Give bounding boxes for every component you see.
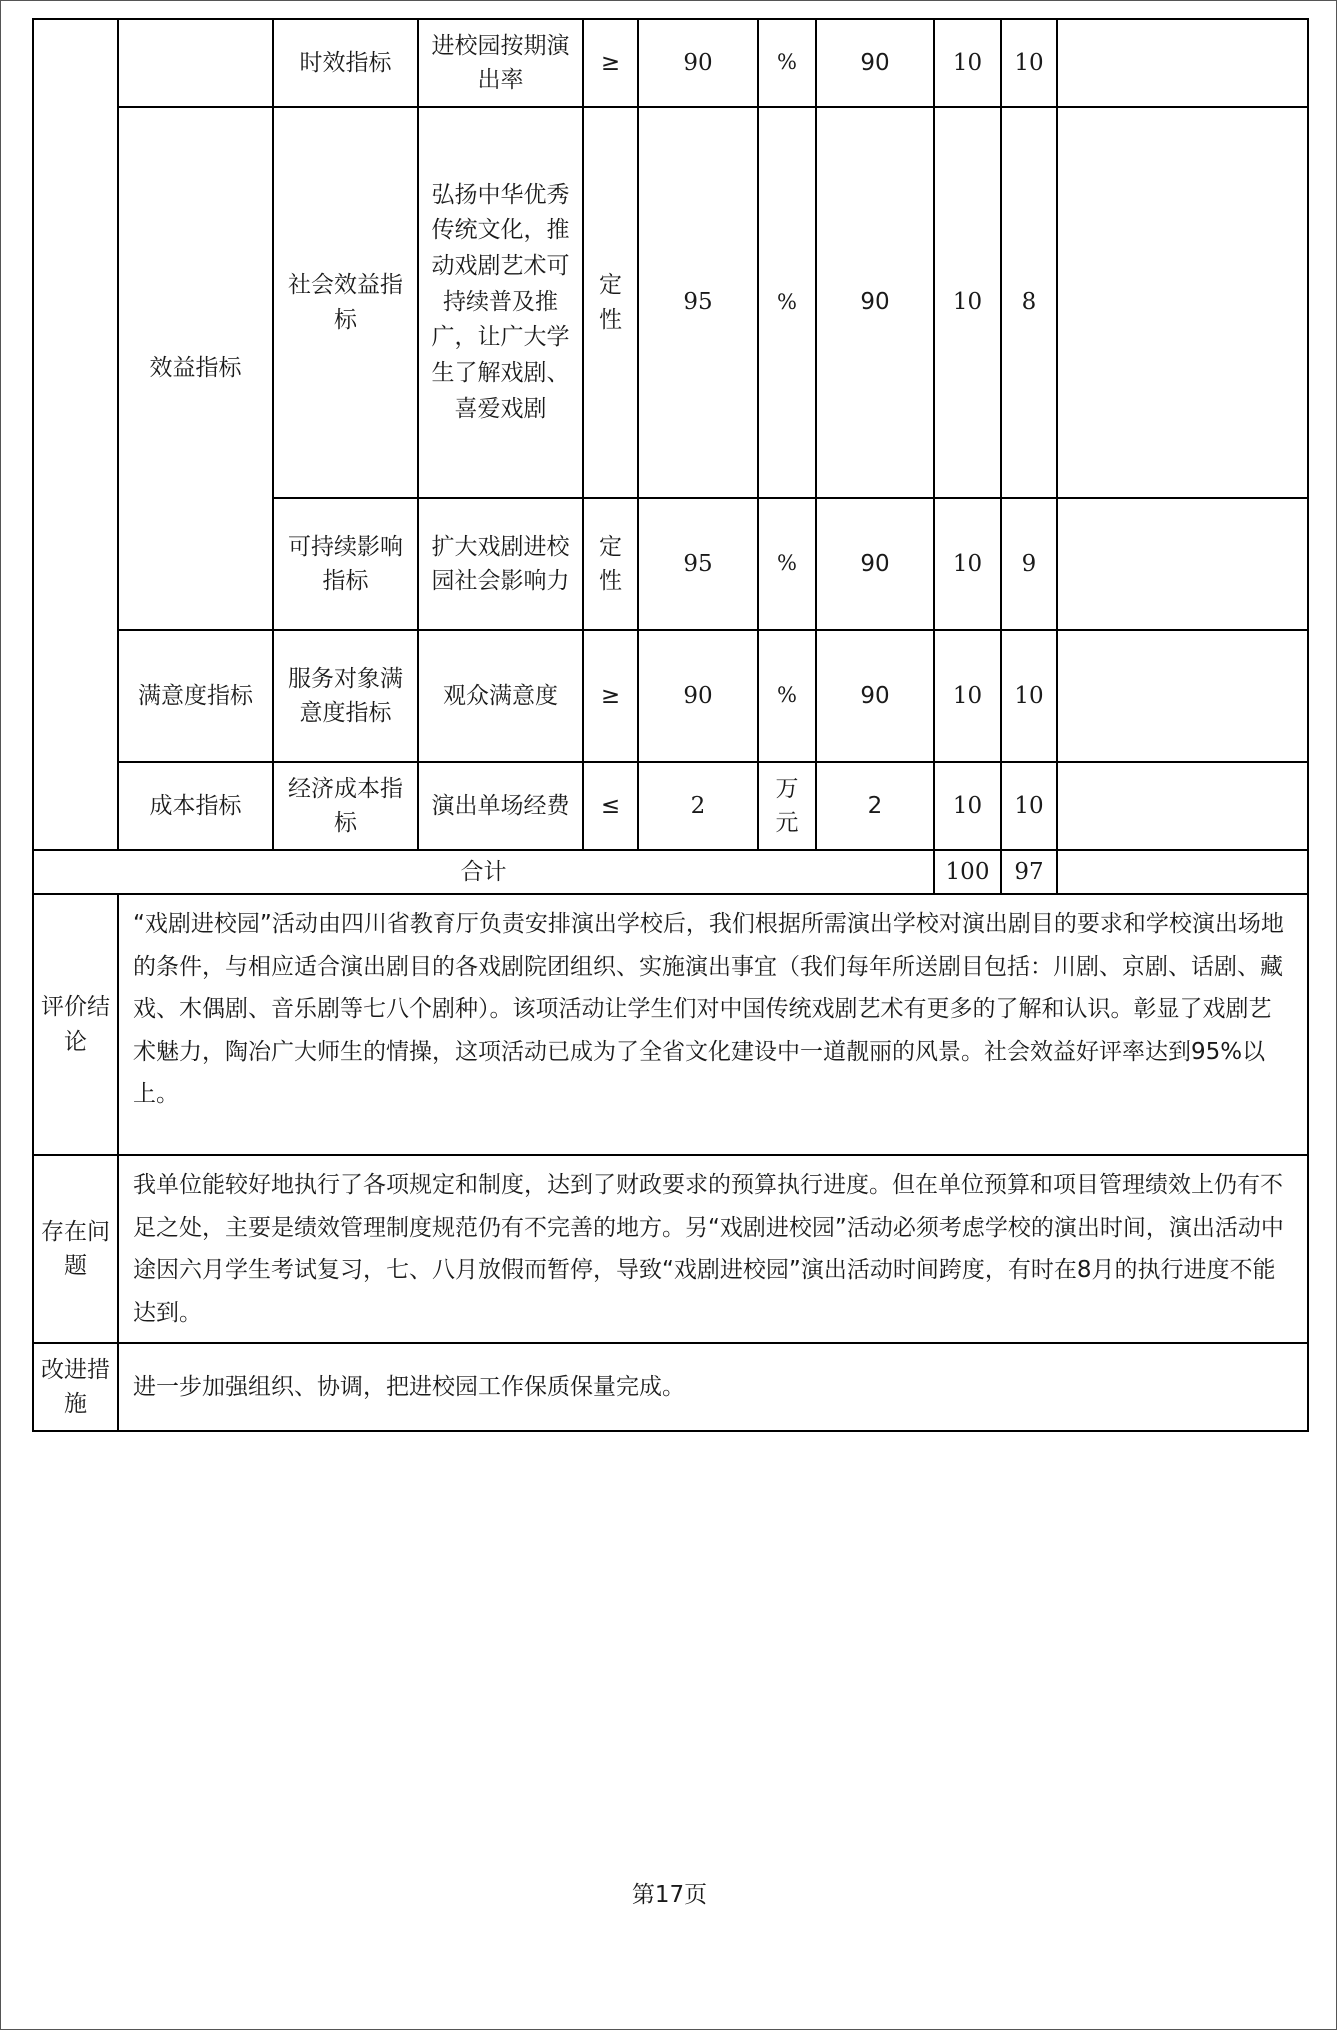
level2-cell: 成本指标 bbox=[118, 762, 273, 850]
operator-cell: 定性 bbox=[583, 498, 638, 630]
operator-cell: 定性 bbox=[583, 107, 638, 498]
conclusion-text: “戏剧进校园”活动由四川省教育厅负责安排演出学校后，我们根据所需演出学校对演出剧目的要求和学校演出场地的条件，与相应适合演出剧目的各戏剧院团组织、实施演出事宜（我们每年所送剧目包括：川剧、京剧、话剧、藏戏、木偶剧、音乐剧等七八个剧种）。该项活动让学生们对中国传统戏剧艺术有更多的了解和认识。彰显了戏剧艺术魅力，陶冶广大师生的情操，这项活动已成为了全省文化建设中一道靓丽的风景。社会效益好评率达到95%以上。 bbox=[118, 894, 1308, 1155]
level3-cell: 可持续影响指标 bbox=[273, 498, 418, 630]
value-cell: 90 bbox=[638, 630, 758, 762]
weight-cell: 10 bbox=[934, 762, 1001, 850]
unit-cell: % bbox=[758, 498, 816, 630]
table-row bbox=[33, 19, 1308, 107]
table-row bbox=[33, 762, 1308, 850]
problems-text: 我单位能较好地执行了各项规定和制度，达到了财政要求的预算执行进度。但在单位预算和项目管理绩效上仍有不足之处，主要是绩效管理制度规范仍有不完善的地方。另“戏剧进校园”活动必须考虑学校的演出时间，演出活动中途因六月学生考试复习，七、八月放假而暂停，导致“戏剧进校园”演出活动时间跨度，有时在8月的执行进度不能达到。 bbox=[118, 1155, 1308, 1343]
page-number: 第17页 bbox=[631, 1882, 708, 1908]
operator-cell: ≥ bbox=[583, 19, 638, 107]
level3-cell: 服务对象满意度指标 bbox=[273, 630, 418, 762]
unit-cell: % bbox=[758, 630, 816, 762]
target-cell: 90 bbox=[816, 630, 934, 762]
level3-cell: 社会效益指标 bbox=[273, 107, 418, 498]
remark-cell bbox=[1057, 630, 1308, 762]
measures-text: 进一步加强组织、协调，把进校园工作保质保量完成。 bbox=[118, 1343, 1308, 1431]
weight-cell: 10 bbox=[934, 19, 1001, 107]
target-cell: 90 bbox=[816, 19, 934, 107]
level1-cell bbox=[33, 19, 118, 850]
score-cell: 10 bbox=[1001, 19, 1057, 107]
remark-cell bbox=[1057, 498, 1308, 630]
unit-cell: % bbox=[758, 107, 816, 498]
level2-cell: 效益指标 bbox=[118, 107, 273, 630]
indicator-cell: 扩大戏剧进校园社会影响力 bbox=[418, 498, 583, 630]
measures-row bbox=[33, 1343, 1308, 1431]
score-cell: 9 bbox=[1001, 498, 1057, 630]
conclusion-row bbox=[33, 894, 1308, 1155]
target-cell: 2 bbox=[816, 762, 934, 850]
indicator-cell: 演出单场经费 bbox=[418, 762, 583, 850]
level2-cell: 满意度指标 bbox=[118, 630, 273, 762]
problems-label: 存在问题 bbox=[33, 1155, 118, 1343]
performance-table bbox=[32, 18, 1309, 1432]
value-cell: 2 bbox=[638, 762, 758, 850]
level3-cell: 经济成本指标 bbox=[273, 762, 418, 850]
weight-cell: 10 bbox=[934, 630, 1001, 762]
target-cell: 90 bbox=[816, 498, 934, 630]
target-cell: 90 bbox=[816, 107, 934, 498]
score-cell: 10 bbox=[1001, 630, 1057, 762]
weight-cell: 10 bbox=[934, 107, 1001, 498]
value-cell: 95 bbox=[638, 498, 758, 630]
operator-cell: ≥ bbox=[583, 630, 638, 762]
remark-cell bbox=[1057, 107, 1308, 498]
indicator-cell: 观众满意度 bbox=[418, 630, 583, 762]
table-row bbox=[33, 107, 1308, 498]
total-score: 97 bbox=[1001, 850, 1057, 894]
level2-cell-empty bbox=[118, 19, 273, 107]
weight-cell: 10 bbox=[934, 498, 1001, 630]
indicator-cell: 弘扬中华优秀传统文化，推动戏剧艺术可持续普及推广，让广大学生了解戏剧、喜爱戏剧 bbox=[418, 107, 583, 498]
table-row bbox=[33, 630, 1308, 762]
remark-cell bbox=[1057, 850, 1308, 894]
measures-label: 改进措施 bbox=[33, 1343, 118, 1431]
value-cell: 95 bbox=[638, 107, 758, 498]
unit-cell: 万元 bbox=[758, 762, 816, 850]
unit-cell: % bbox=[758, 19, 816, 107]
level3-cell: 时效指标 bbox=[273, 19, 418, 107]
total-label: 合计 bbox=[33, 850, 934, 894]
total-weight: 100 bbox=[934, 850, 1001, 894]
remark-cell bbox=[1057, 762, 1308, 850]
score-cell: 8 bbox=[1001, 107, 1057, 498]
total-row bbox=[33, 850, 1308, 894]
conclusion-label: 评价结论 bbox=[33, 894, 118, 1155]
score-cell: 10 bbox=[1001, 762, 1057, 850]
remark-cell bbox=[1057, 19, 1308, 107]
problems-row bbox=[33, 1155, 1308, 1343]
value-cell: 90 bbox=[638, 19, 758, 107]
operator-cell: ≤ bbox=[583, 762, 638, 850]
indicator-cell: 进校园按期演出率 bbox=[418, 19, 583, 107]
